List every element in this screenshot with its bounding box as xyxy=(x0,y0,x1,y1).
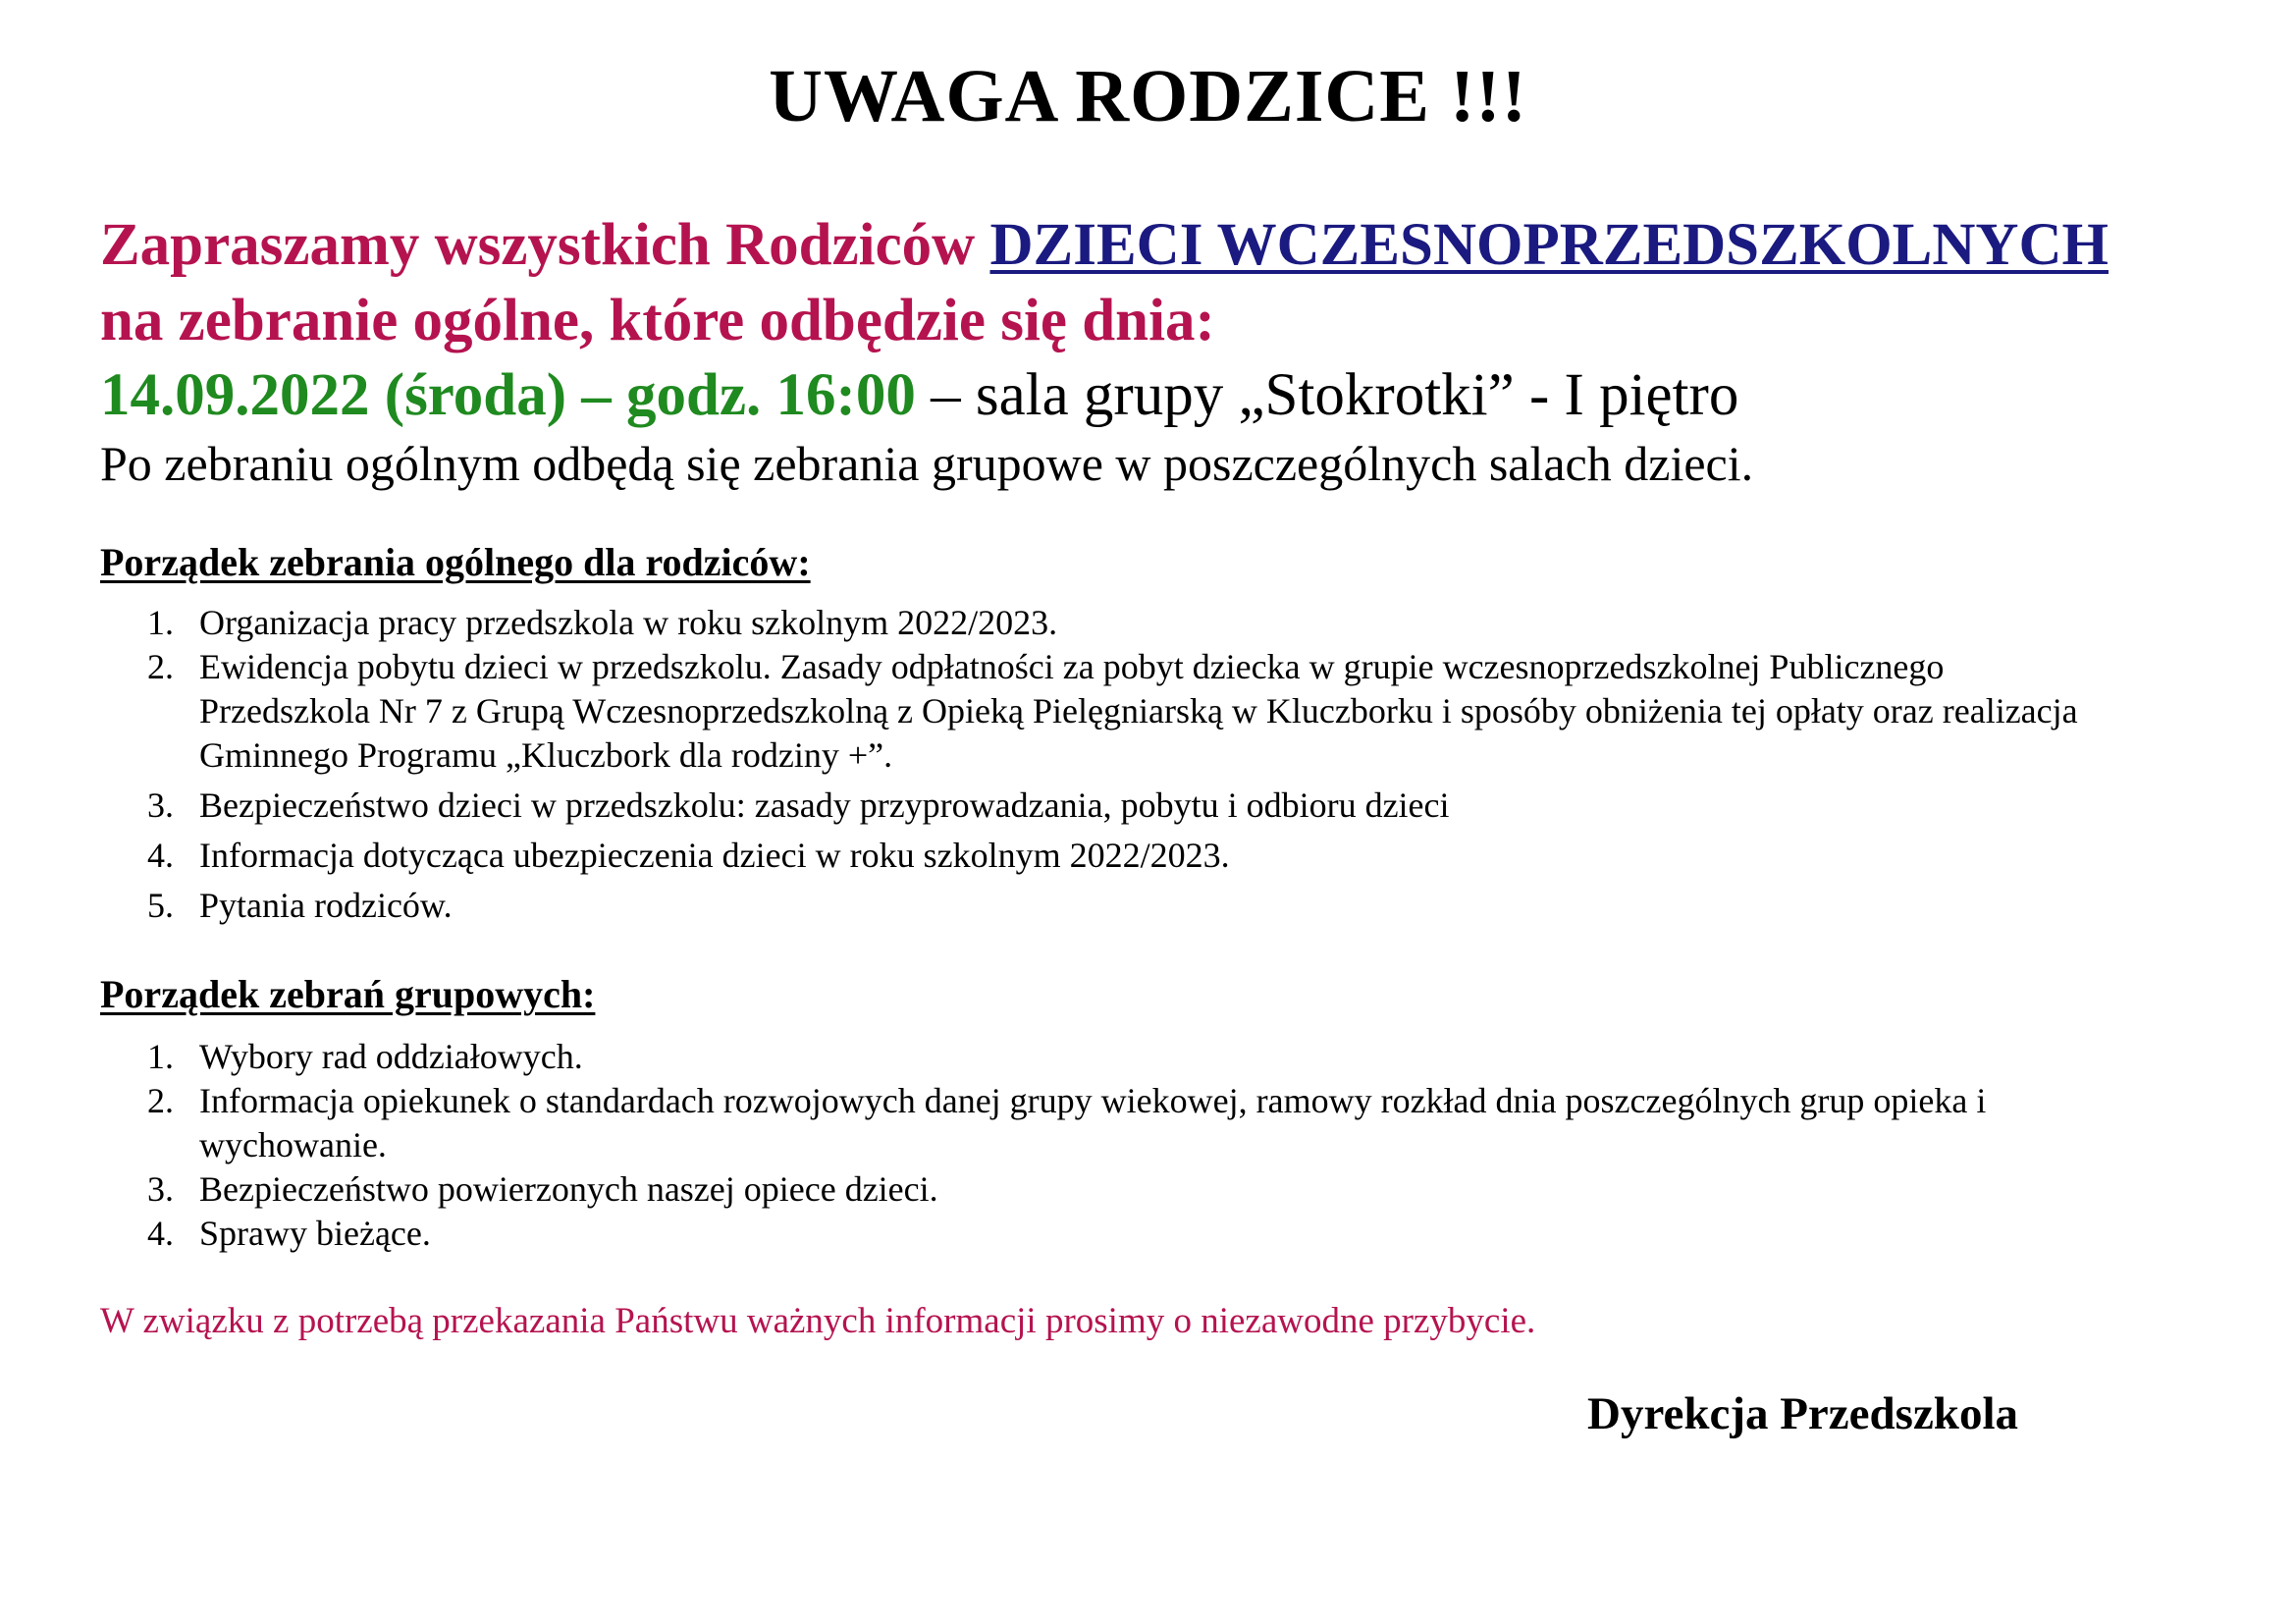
item-text: Informacja dotycząca ubezpieczenia dzieci w roku szkolnym 2022/2023. xyxy=(199,836,1230,875)
meeting-date-line xyxy=(100,359,1738,432)
meeting-datetime: 14.09.2022 (środa) – godz. 16:00 xyxy=(100,362,916,428)
item-number: 4. xyxy=(147,836,174,875)
general-agenda-heading: Porządek zebrania ogólnego dla rodziców: xyxy=(100,540,811,584)
item-number: 4. xyxy=(147,1214,174,1253)
list-item xyxy=(0,645,2123,778)
list-item xyxy=(0,1035,2123,1079)
invite-line-1 xyxy=(100,209,2260,282)
signature: Dyrekcja Przedszkola xyxy=(1587,1388,2018,1439)
list-item xyxy=(0,1167,2123,1212)
item-number: 5. xyxy=(147,886,174,925)
target-group-highlight: DZIECI WCZESNOPRZEDSZKOLNYCH xyxy=(989,212,2109,278)
item-text: Sprawy bieżące. xyxy=(199,1214,431,1253)
item-text: Pytania rodziców. xyxy=(199,886,453,925)
item-number: 3. xyxy=(147,785,174,825)
list-item xyxy=(0,601,2123,645)
item-number: 3. xyxy=(147,1169,174,1209)
invite-text: Zapraszamy wszystkich Rodziców xyxy=(100,212,990,278)
notice-title: UWAGA RODZICE !!! xyxy=(769,55,1527,137)
list-item xyxy=(0,884,2123,928)
item-number: 2. xyxy=(147,1081,174,1120)
item-text: Organizacja pracy przedszkola w roku szkolnym 2022/2023. xyxy=(199,603,1058,642)
item-text: Ewidencja pobytu dzieci w przedszkolu. Zasady odpłatności za pobyt dziecka w grupie wczesnoprzedszkolnej Publicznego Przedszkola Nr 7 z Grupą Wczesnoprzedszkolną z Opieką Pielęgniarską w Kluczborku i sposóby obniżenia tej opłaty oraz realizacja Gminnego Programu „Kluczbork dla rodziny +”. xyxy=(199,647,2078,775)
meeting-location: – sala grupy „Stokrotki” - I piętro xyxy=(915,362,1739,428)
list-item xyxy=(0,1079,2123,1167)
item-text: Bezpieczeństwo dzieci w przedszkolu: zasady przyprowadzania, pobytu i odbioru dzieci xyxy=(199,785,1450,825)
general-agenda-list xyxy=(0,601,2123,928)
invite-line-2: na zebranie ogólne, które odbędzie się dnia: xyxy=(100,288,1215,353)
list-item xyxy=(0,834,2123,878)
list-item xyxy=(0,784,2123,828)
item-text: Bezpieczeństwo powierzonych naszej opiece dzieci. xyxy=(199,1169,938,1209)
item-text: Informacja opiekunek o standardach rozwojowych danej grupy wiekowej, ramowy rozkład dnia poszczególnych grup opieka i wychowanie. xyxy=(199,1081,1987,1164)
list-item xyxy=(0,1212,2123,1256)
item-text: Wybory rad oddziałowych. xyxy=(199,1037,583,1076)
closing-note: W związku z potrzebą przekazania Państwu ważnych informacji prosimy o niezawodne przybycie. xyxy=(100,1301,1536,1341)
group-agenda-list xyxy=(0,1035,2123,1256)
item-number: 1. xyxy=(147,1037,174,1076)
after-meeting-info: Po zebraniu ogólnym odbędą się zebrania grupowe w poszczególnych salach dzieci. xyxy=(100,436,1754,491)
item-number: 2. xyxy=(147,647,174,686)
group-agenda-heading: Porządek zebrań grupowych: xyxy=(100,972,596,1016)
item-number: 1. xyxy=(147,603,174,642)
